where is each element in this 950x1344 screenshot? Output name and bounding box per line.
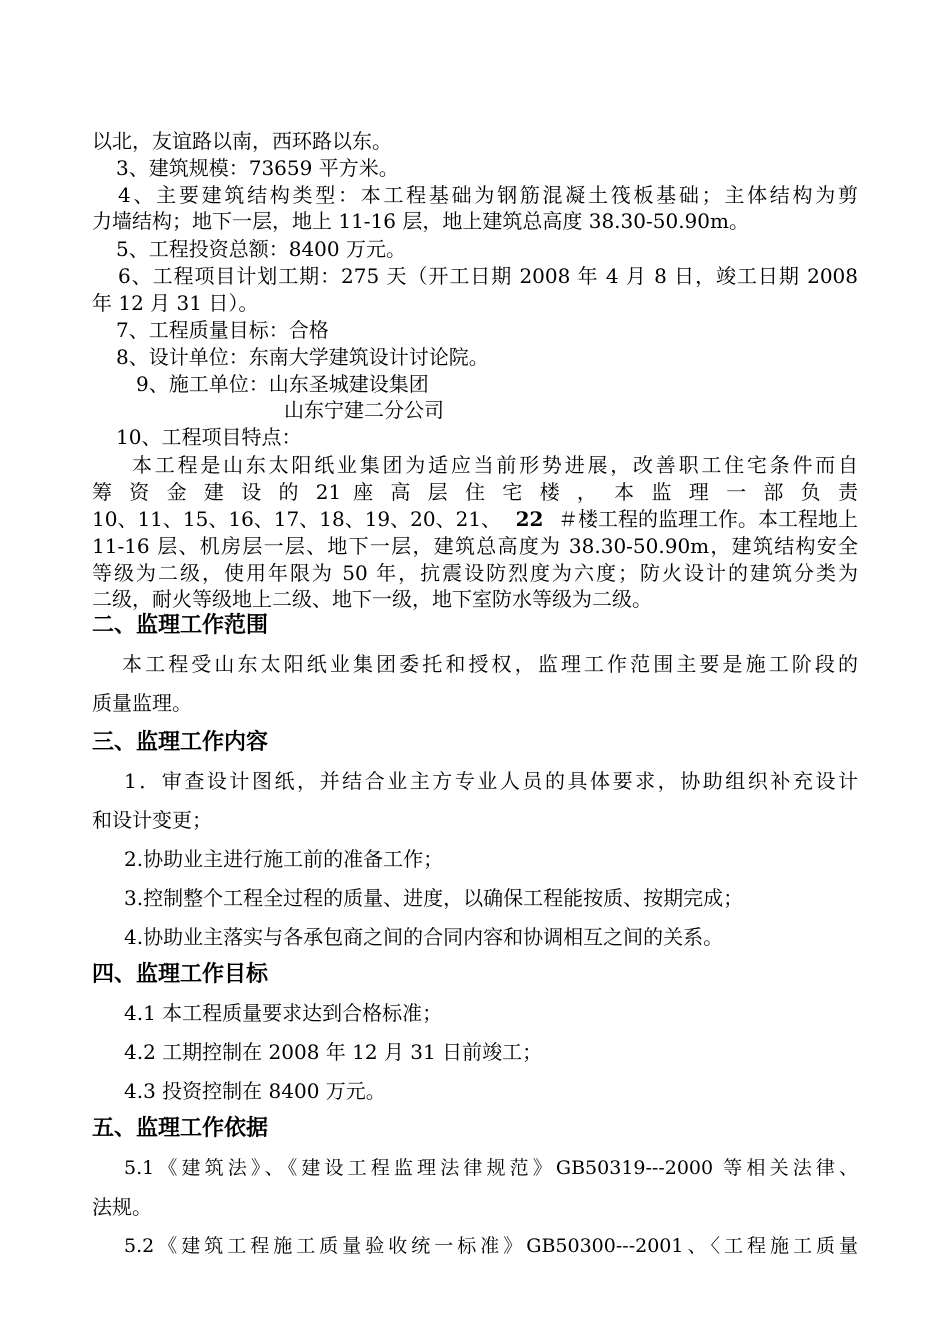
paragraph-line: 和设计变更； [92, 808, 212, 832]
section-heading: 三、监理工作内容 [92, 730, 269, 755]
list-item: 4.3 投资控制在 8400 万元。 [124, 1079, 386, 1103]
item-schedule: 6、工程项目计划工期：275 天（开工日期 2008 年 4 月 8 日，竣工日期 2008 [118, 264, 858, 288]
section-heading: 二、监理工作范围 [92, 613, 269, 638]
item-quality-target: 7、工程质量目标：合格 [116, 318, 329, 342]
item-scale: 3、建筑规模：73659 平方米。 [116, 156, 399, 180]
item-investment: 5、工程投资总额：8400 万元。 [116, 237, 406, 261]
item-design-unit: 8、设计单位：东南大学建筑设计讨论院。 [116, 345, 489, 369]
section-heading: 五、监理工作依据 [92, 1116, 269, 1141]
paragraph-line: 质量监理。 [92, 691, 192, 715]
list-item: 4.2 工期控制在 2008 年 12 月 31 日前竣工； [124, 1040, 543, 1064]
paragraph-line [92, 506, 858, 532]
paragraph-line: 等级为二级，使用年限为 50 年，抗震设防烈度为六度；防火设计的建筑分类为 [92, 561, 858, 585]
paragraph-line: 法规。 [92, 1195, 152, 1219]
item-features: 10、工程项目特点： [116, 425, 302, 449]
text-span: 22 [515, 507, 544, 531]
paragraph-line: 本工程受山东太阳纸业集团委托和授权，监理工作范围主要是施工阶段的 [122, 652, 858, 676]
text-span: 10、11、15、16、17、18、19、20、21、 [92, 507, 502, 531]
list-item: 1．审查设计图纸，并结合业主方专业人员的具体要求，协助组织补充设计 [124, 769, 858, 793]
list-item: 4.1 本工程质量要求达到合格标准； [124, 1001, 443, 1025]
paragraph-line: 11-16 层、机房层一层、地下一层，建筑总高度为 38.30-50.90m，建筑结构安全 [92, 534, 858, 558]
text-line: 山东宁建二分公司 [284, 398, 444, 422]
section-heading: 四、监理工作目标 [92, 962, 269, 987]
list-item: 5.1《建筑法》、《建设工程监理法律规范》GB50319---2000 等相关法律、 [124, 1157, 858, 1179]
item-construction-unit: 9、施工单位：山东圣城建设集团 [136, 372, 429, 396]
paragraph-line: 筹 资 金 建 设 的 21 座 高 层 住 宅 楼 ， 本 监 理 一 部 负 责 [92, 480, 858, 504]
text-line: 以北，友谊路以南，西环路以东。 [92, 129, 392, 153]
item-structure: 4、主要建筑结构类型：本工程基础为钢筋混凝土筏板基础；主体结构为剪 [118, 183, 858, 207]
text-line: 年 12 月 31 日）。 [92, 291, 259, 315]
text-span: ＃楼工程的监理工作。本工程地上 [557, 507, 858, 531]
list-item: 4.协助业主落实与各承包商之间的合同内容和协调相互之间的关系。 [124, 925, 724, 949]
text-line: 力墙结构；地下一层，地上 11-16 层，地上建筑总高度 38.30-50.90m。 [92, 209, 749, 233]
list-item: 5.2《建筑工程施工质量验收统一标准》GB50300---2001、〈工程施工质量 [124, 1235, 858, 1257]
list-item: 3.控制整个工程全过程的质量、进度，以确保工程能按质、按期完成； [124, 886, 744, 910]
paragraph-line: 本工程是山东太阳纸业集团为适应当前形势进展，改善职工住宅条件而自 [132, 453, 858, 477]
paragraph-line: 二级，耐火等级地上二级、地下一级，地下室防水等级为二级。 [92, 587, 652, 611]
list-item: 2.协助业主进行施工前的准备工作； [124, 847, 444, 871]
